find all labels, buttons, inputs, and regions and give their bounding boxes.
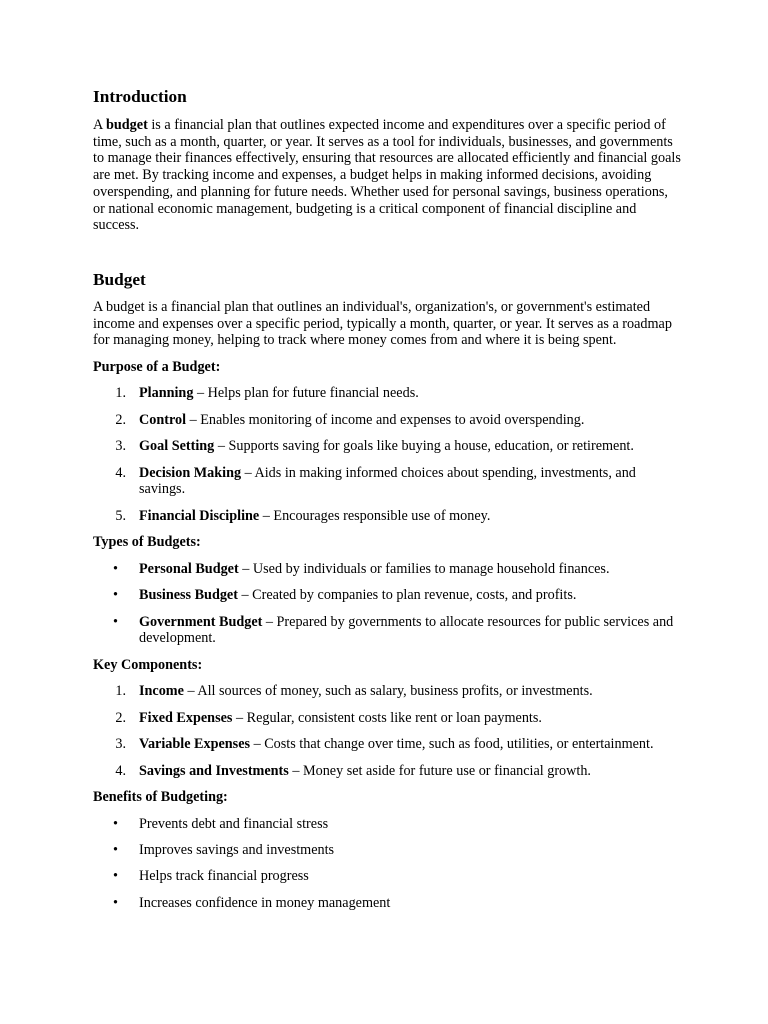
introduction-heading: Introduction (93, 87, 187, 106)
list-number: 1. (115, 385, 126, 402)
item-text: Prevents debt and financial stress (139, 815, 329, 832)
list-item (93, 683, 683, 700)
item-term: Personal Budget (139, 560, 239, 577)
list-item (93, 816, 683, 833)
list-number: 4. (115, 762, 126, 779)
item-term: Income (139, 683, 184, 700)
list-number: 1. (115, 683, 126, 700)
bullet-icon: • (113, 842, 118, 859)
item-term: Savings and Investments (139, 762, 289, 779)
list-number: 3. (115, 736, 126, 753)
item-text: Helps track financial progress (139, 868, 309, 885)
components-heading: Key Components: (93, 656, 203, 673)
list-item (93, 736, 683, 753)
list-item (93, 465, 683, 498)
item-term: Fixed Expenses (139, 709, 233, 726)
item-description: – Supports saving for goals like buying a house, education, or retirement. (214, 438, 634, 455)
item-term: Control (139, 411, 187, 428)
list-number: 2. (115, 411, 126, 428)
list-number: 2. (115, 709, 126, 726)
list-number: 4. (115, 464, 126, 481)
list-item (93, 587, 683, 604)
list-item (93, 710, 683, 727)
item-description: – All sources of money, such as salary, business profits, or investments. (183, 683, 593, 700)
item-term: Planning (139, 385, 194, 402)
item-description: – Money set aside for future use or financial growth. (288, 762, 591, 779)
list-item (93, 561, 683, 578)
item-term: Variable Expenses (139, 736, 251, 753)
list-item (93, 868, 683, 885)
list-item (93, 508, 683, 525)
list-item (93, 763, 683, 780)
document-content (93, 87, 683, 912)
bullet-icon: • (113, 613, 118, 630)
types-list (93, 561, 683, 647)
budget-paragraph: A budget is a financial plan that outlines an individual's, organization's, or government's estimated income and expenses over a specific period, typically a month, quarter, or year. It serves as a roadmap for managing money, helping to track where money comes from and where it is being spent. (93, 298, 672, 349)
item-description: – Created by companies to plan revenue, costs, and profits. (237, 587, 577, 604)
intro-body-text: is a financial plan that outlines expected income and expenditures over a specific period of time, such as a month, quarter, or year. It serves as a tool for individuals, businesses, and governments to manage their finances effectively, ensuring that resources are allocated efficiently and financial goals are met. By tracking income and expenses, a budget helps in making informed decisions, avoiding overspending, and planning for future needs. Whether used for personal savings, business operations, or national economic management, budgeting is a critical component of financial discipline and success. (93, 117, 681, 234)
item-description: – Aids in making informed choices about spending, investments, and savings. (139, 464, 636, 498)
item-text: Improves savings and investments (139, 842, 335, 859)
list-item (93, 438, 683, 455)
item-description: – Enables monitoring of income and expenses to avoid overspending. (186, 411, 585, 428)
list-item (93, 614, 683, 647)
benefits-list (93, 816, 683, 912)
list-item (93, 412, 683, 429)
item-term: Decision Making (139, 464, 242, 481)
introduction-paragraph (93, 117, 683, 234)
intro-lead-prefix: A (93, 117, 107, 133)
item-term: Business Budget (139, 587, 238, 604)
item-description: – Helps plan for future financial needs. (193, 385, 419, 402)
list-item (93, 895, 683, 912)
item-term: Goal Setting (139, 438, 215, 455)
list-item (93, 842, 683, 859)
bullet-icon: • (113, 894, 118, 911)
item-term: Financial Discipline (139, 507, 260, 524)
components-list (93, 683, 683, 779)
budget-heading: Budget (93, 269, 146, 289)
benefits-heading: Benefits of Budgeting: (93, 789, 228, 806)
item-description: – Regular, consistent costs like rent or loan payments. (232, 709, 542, 726)
bullet-icon: • (113, 815, 118, 832)
purpose-heading: Purpose of a Budget: (93, 359, 221, 376)
types-heading: Types of Budgets: (93, 534, 201, 551)
item-term: Government Budget (139, 613, 263, 630)
list-number: 5. (115, 507, 126, 524)
bullet-icon: • (113, 868, 118, 885)
list-item (93, 385, 683, 402)
intro-lead-term: budget (106, 117, 148, 133)
item-description: – Encourages responsible use of money. (259, 507, 491, 524)
list-number: 3. (115, 438, 126, 455)
bullet-icon: • (113, 560, 118, 577)
purpose-list (93, 385, 683, 524)
item-description: – Used by individuals or families to manage household finances. (238, 560, 610, 577)
bullet-icon: • (113, 587, 118, 604)
item-description: – Prepared by governments to allocate resources for public services and development. (139, 613, 674, 647)
item-text: Increases confidence in money management (139, 894, 391, 911)
item-description: – Costs that change over time, such as food, utilities, or entertainment. (250, 736, 654, 753)
